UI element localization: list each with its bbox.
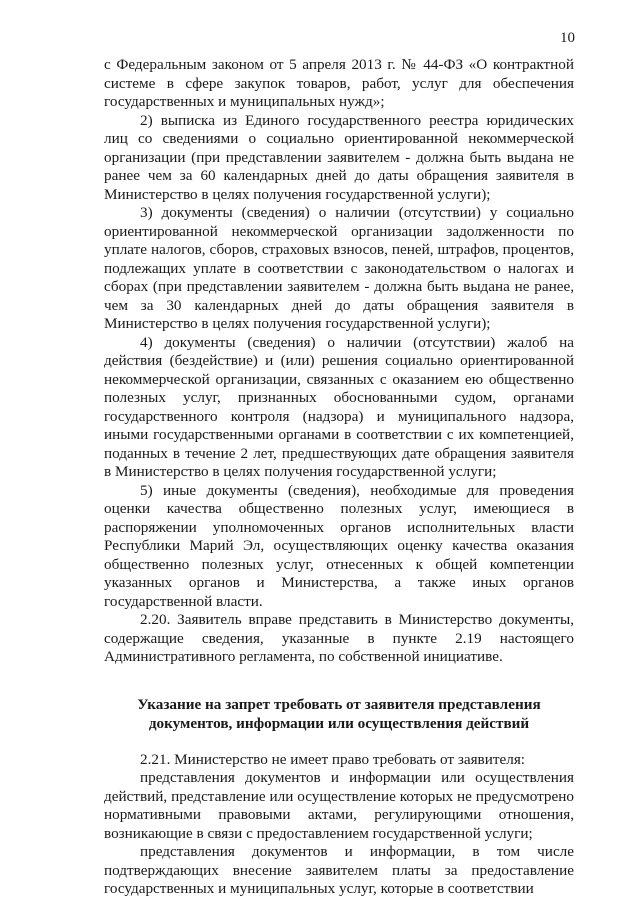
document-body — [104, 56, 574, 899]
paragraph-requirement-1: представления документов и информации или осуществления действий, представление или осуществление которых не предусмотрено нормативными правовыми актами, регулирующими отношения, возникающие в связи с предоставлением государственной услуги; — [104, 769, 574, 842]
section-heading: Указание на запрет требовать от заявителя представления документов, информации или осуществления действий — [137, 695, 541, 732]
paragraph-item-3: 3) документы (сведения) о наличии (отсутствии) у социально ориентированной некоммерческой организации задолженности по уплате налогов, сборов, страховых взносов, пеней, штрафов, процентов, подлежащих уплате в соответствии с законодательством о налогах и сборах (при представлении заявителем - должна быть выдана не ранее, чем за 30 календарных дней до даты обращения заявителя в Министерство в целях получения государственной услуги); — [104, 204, 574, 332]
paragraph-continuation: с Федеральным законом от 5 апреля 2013 г. № 44-ФЗ «О контрактной системе в сфере закупок товаров, работ, услуг для обеспечения государственных и муниципальных нужд»; — [104, 56, 574, 110]
paragraph-item-5: 5) иные документы (сведения), необходимые для проведения оценки качества общественно полезных услуг, имеющиеся в распоряжении уполномоченных органов исполнительных власти Республики Марий Эл, осуществляющих оценку качества оказания общественно полезных услуг, отнесенных к общей компетенции указанных органов и Министерства, а также иных органов государственной власти. — [104, 481, 574, 610]
paragraph-requirement-2: представления документов и информации, в том числе подтверждающих внесение заявителем платы за предоставление государственных и муниципальных услуг, которые в соответствии — [104, 843, 574, 897]
page-number: 10 — [560, 30, 575, 46]
paragraph-2-21: 2.21. Министерство не имеет право требовать от заявителя: — [140, 750, 526, 768]
paragraph-item-2: 2) выписка из Единого государственного реестра юридических лиц со сведениями о социально ориентированной некоммерческой организации (при представлении заявителем - должна быть выдана не ранее чем за 60 календарных дней до даты обращения заявителя в Министерство в целях получения государственной услуги); — [104, 111, 574, 203]
paragraph-2-20: 2.20. Заявитель вправе представить в Министерство документы, содержащие сведения, указанные в пункте 2.19 настоящего Административного регламента, по собственной инициативе. — [104, 611, 574, 665]
paragraph-item-4: 4) документы (сведения) о наличии (отсутствии) жалоб на действия (бездействие) и (или) решения социально ориентированной некоммерческой организации, связанных с оказанием ею общественно полезных услуг, признанных обоснованными судом, органами государственного контроля (надзора) и муниципального надзора, иными государственными органами в соответствии с их компетенцией, поданных в течение 2 лет, предшествующих дате обращения заявителя в Министерство в целях получения государственной услуги; — [104, 333, 574, 480]
